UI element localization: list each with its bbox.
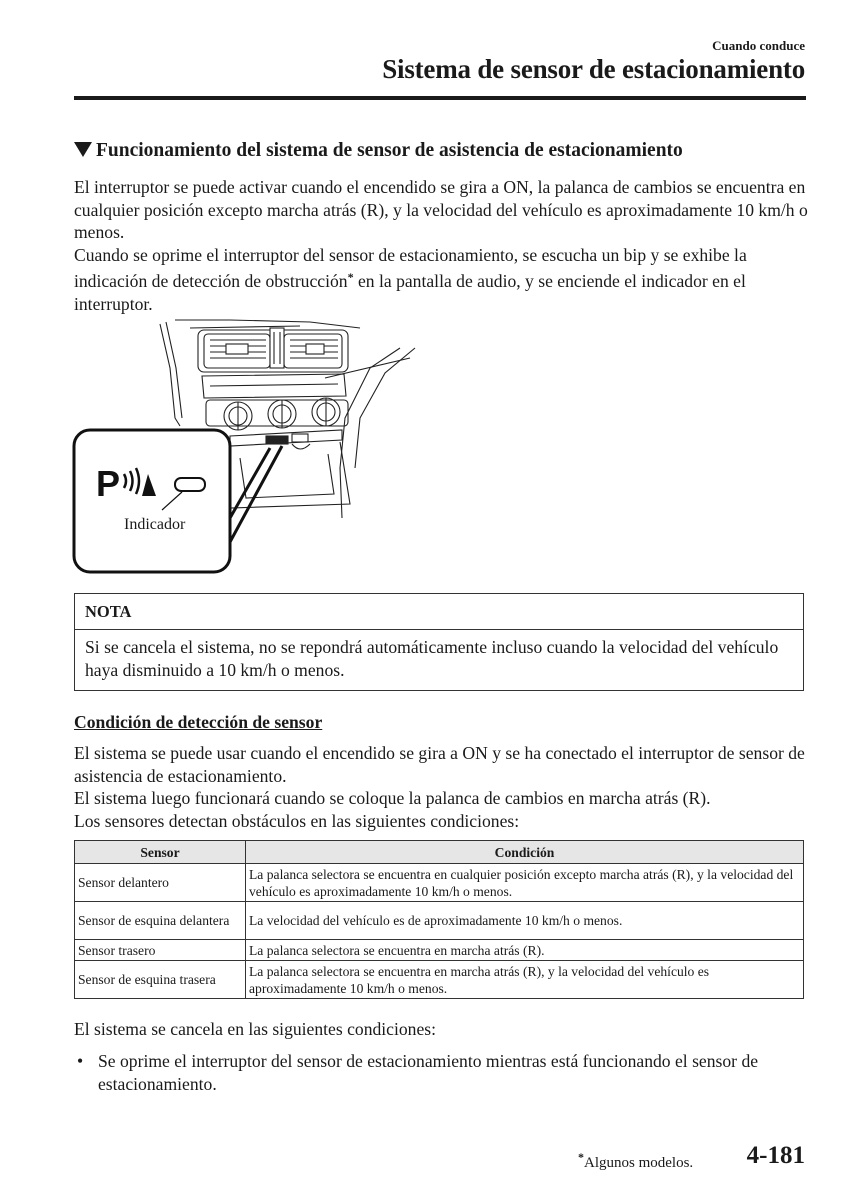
paragraph: Los sensores detectan obstáculos en las siguientes condiciones:	[74, 810, 520, 831]
indicator-label: Indicador	[124, 516, 186, 533]
detection-body	[74, 742, 814, 832]
note-body: Si se cancela el sistema, no se repondrá automáticamente incluso cuando la velocidad del vehículo haya disminuido a 10 km/h o menos.	[85, 637, 779, 680]
table-cell: Sensor trasero	[75, 940, 246, 961]
title-rule	[74, 96, 806, 100]
footnote-text: Algunos modelos.	[584, 1155, 694, 1171]
dashboard-illustration	[70, 318, 430, 580]
column-header-sensor: Sensor	[75, 841, 246, 864]
note-box	[74, 593, 804, 691]
table-row	[75, 902, 804, 940]
footnote-marker: *	[347, 270, 354, 284]
table-cell: La palanca selectora se encuentra en marcha atrás (R).	[246, 940, 804, 961]
paragraph: El sistema se puede usar cuando el encendido se gira a ON y se ha conectado el interruptor de sensor de asistencia de estacionamiento.	[74, 743, 805, 786]
svg-text:P: P	[96, 463, 121, 504]
chapter-label: Cuando conduce	[712, 38, 805, 53]
table-cell: La palanca selectora se encuentra en cualquier posición excepto marcha atrás (R), y la velocidad del vehículo es aproximadamente 10 km/h o menos.	[246, 864, 804, 902]
sensor-conditions-table	[74, 840, 804, 999]
section-heading	[74, 140, 683, 162]
page-number: 4-181	[746, 1142, 805, 1169]
triangle-down-icon	[74, 142, 92, 157]
table-header-row	[75, 841, 804, 864]
table-row	[75, 864, 804, 902]
table-row	[75, 940, 804, 961]
table-cell: Sensor de esquina delantera	[75, 902, 246, 940]
table-cell: La velocidad del vehículo es de aproximadamente 10 km/h o menos.	[246, 902, 804, 940]
table-cell: La palanca selectora se encuentra en marcha atrás (R), y la velocidad del vehículo es aproximadamente 10 km/h o menos.	[246, 961, 804, 999]
cancel-intro: El sistema se cancela en las siguientes condiciones:	[74, 1019, 437, 1039]
footnote-marker: *	[578, 1150, 584, 1164]
paragraph: El interruptor se puede activar cuando el encendido se gira a ON, la palanca de cambios se encuentra en cualquier posición excepto marcha atrás (R), y la velocidad del vehículo es aproximadamente 10 km/h o menos.	[74, 177, 808, 242]
section-body	[74, 176, 814, 315]
note-title: NOTA	[75, 594, 803, 630]
paragraph: Cuando se oprime el interruptor del sensor de estacionamiento, se escucha un bip y se exhibe la indicación de detección de obstrucción* en la pantalla de audio, y se enciende el indicador en el interruptor.	[74, 244, 747, 314]
list-item-text: Se oprime el interruptor del sensor de estacionamiento mientras está funcionando el sensor de estacionamiento.	[98, 1051, 759, 1094]
column-header-condition: Condición	[246, 841, 804, 864]
section-heading-text: Funcionamiento del sistema de sensor de asistencia de estacionamiento	[96, 140, 683, 161]
paragraph: El sistema luego funcionará cuando se coloque la palanca de cambios en marcha atrás (R).	[74, 788, 711, 808]
table-row	[75, 961, 804, 999]
footnote	[578, 1150, 693, 1172]
table-cell: Sensor de esquina trasera	[75, 961, 246, 999]
list-item	[74, 1050, 804, 1096]
detection-heading: Condición de detección de sensor	[74, 712, 323, 732]
page-title: Sistema de sensor de estacionamiento	[382, 54, 805, 84]
table-cell: Sensor delantero	[75, 864, 246, 902]
bullet-icon: •	[77, 1051, 84, 1071]
